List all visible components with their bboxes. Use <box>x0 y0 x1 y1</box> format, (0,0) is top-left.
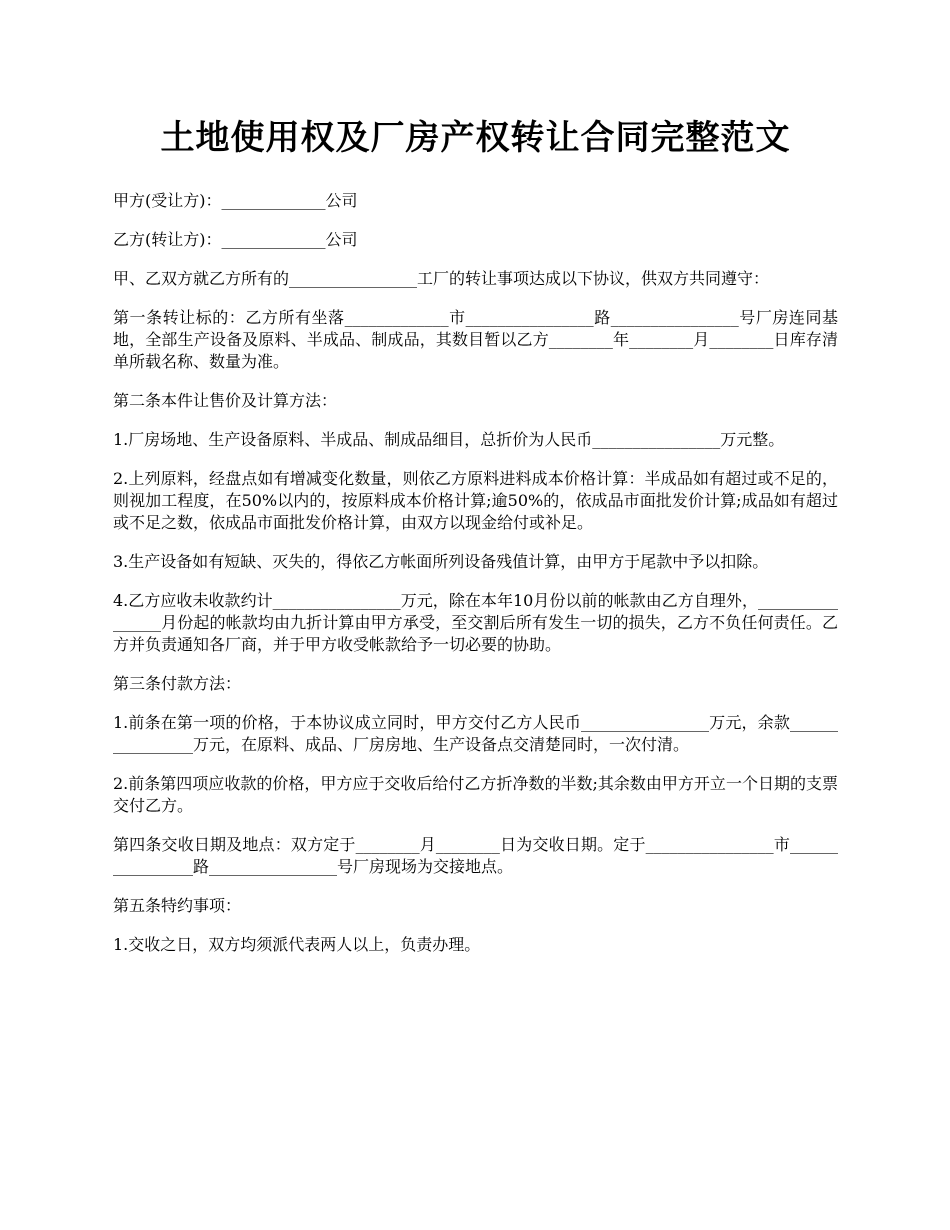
article-2-item-1: 1.厂房场地、生产设备原料、半成品、制成品细目，总折价为人民币________________万元整。 <box>113 430 785 449</box>
article-3-item-2: 2.前条第四项应收款的价格，甲方应于交收后给付乙方折净数的半数;其余数由甲方开立一个日期的支票交付乙方。 <box>113 774 838 815</box>
article-5-heading: 第五条特约事项： <box>113 896 242 915</box>
article-2-item-2: 2.上列原料，经盘点如有增减变化数量，则依乙方原料进料成本价格计算：半成品如有超过或不足的，则视加工程度，在50%以内的，按原料成本价格计算;逾50%的，依成品市面批发价计算;成品如有超过或不足之数，依成品市面批发价格计算，由双方以现金给付或补足。 <box>113 469 838 532</box>
document-title: 土地使用权及厂房产权转让合同完整范文 <box>160 118 791 158</box>
article-2-item-4: 4.乙方应收未收款约计________________万元，除在本年10月份以前的帐款由乙方自理外，________________月份起的帐款均由九折计算由甲方承受，至交割后所有发生一切的损失，乙方不负任何责任。乙方并负责通知各厂商，并于甲方收受帐款给予一切必要的协助。 <box>113 591 838 654</box>
article-3-heading: 第三条付款方法： <box>113 674 242 693</box>
party-b-line: 乙方(转让方)：_____________公司 <box>113 230 358 249</box>
article-2-item-3: 3.生产设备如有短缺、灭失的，得依乙方帐面所列设备残值计算，由甲方于尾款中予以扣除。 <box>113 552 769 571</box>
document-page <box>113 108 838 973</box>
article-2-heading: 第二条本件让售价及计算方法： <box>113 391 338 410</box>
article-3-item-1: 1.前条在第一项的价格，于本协议成立同时，甲方交付乙方人民币________________万元，余款________________万元，在原料、成品、厂房房地、生产设备点交清楚同时，一次付清。 <box>113 713 838 754</box>
article-1-paragraph: 第一条转让标的：乙方所有坐落_____________市________________路________________号厂房连同基地，全部生产设备及原料、半成品、制成品，其数目暂以乙方________年________月________日库存清单所载名称、数量为准。 <box>113 308 838 371</box>
preamble-paragraph: 甲、乙双方就乙方所有的________________工厂的转让事项达成以下协议，供双方共同遵守： <box>113 269 770 288</box>
article-4-paragraph: 第四条交收日期及地点：双方定于________月________日为交收日期。定于________________市________________路________________号厂房现场为交接地点。 <box>113 835 838 876</box>
party-a-line: 甲方(受让方)：_____________公司 <box>113 191 358 210</box>
article-5-item-1: 1.交收之日，双方均须派代表两人以上，负责办理。 <box>113 935 481 954</box>
